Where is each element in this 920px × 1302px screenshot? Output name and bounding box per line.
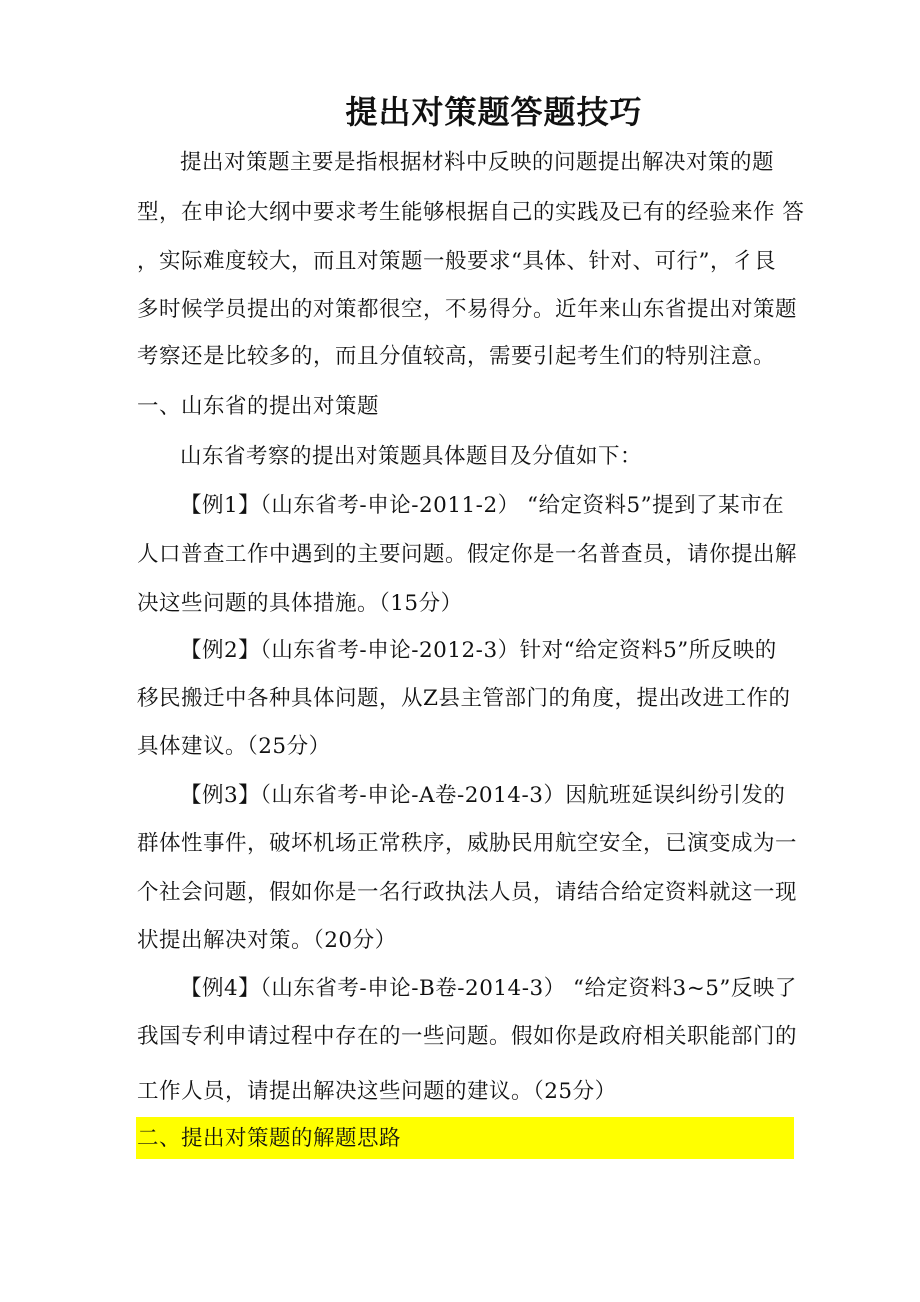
example-3-line: 个社会问题，假如你是一名行政执法人员，请结合给定资料就这一现 bbox=[137, 880, 798, 905]
intro-line: 提出对策题主要是指根据材料中反映的问题提出解决对策的题 bbox=[180, 150, 775, 175]
example-4-line: 【例4】（山东省考-申论-B卷-2014-3） “给定资料3~5”反映了 bbox=[180, 976, 797, 1001]
document-title: 提出对策题答题技巧 bbox=[345, 93, 643, 131]
intro-line: 型，在申论大纲中要求考生能够根据自己的实践及已有的经验来作 答 bbox=[137, 200, 805, 225]
section-heading: 二、提出对策题的解题思路 bbox=[137, 1126, 402, 1151]
example-3-line: 状提出解决对策。（20分） bbox=[137, 928, 397, 953]
example-1-line: 【例1】（山东省考-申论-2011-2） “给定资料5”提到了某市在 bbox=[180, 493, 785, 518]
example-1-line: 决这些问题的具体措施。（15分） bbox=[137, 591, 463, 616]
intro-line: 考察还是比较多的，而且分值较高，需要引起考生们的特别注意。 bbox=[137, 344, 776, 369]
example-2-line: 【例2】（山东省考-申论-2012-3）针对“给定资料5”所反映的 bbox=[180, 638, 777, 663]
example-4-line: 工作人员，请提出解决这些问题的建议。（25分） bbox=[137, 1079, 617, 1104]
intro-line: 多时候学员提出的对策都很空，不易得分。近年来山东省提出对策题 bbox=[137, 297, 798, 322]
example-2-line: 具体建议。（25分） bbox=[137, 734, 331, 759]
intro-line: ，实际难度较大，而且对策题一般要求“具体、针对、可行”，彳艮 bbox=[137, 249, 776, 274]
example-3-line: 群体性事件，破坏机场正常秩序，威胁民用航空安全，已演变成为一 bbox=[137, 831, 798, 856]
example-1-line: 人口普查工作中遇到的主要问题。假定你是一名普查员，请你提出解 bbox=[137, 542, 798, 567]
section-heading: 一、山东省的提出对策题 bbox=[137, 394, 380, 419]
example-4-line: 我国专利申请过程中存在的一些问题。假如你是政府相关职能部门的 bbox=[137, 1024, 798, 1049]
example-2-line: 移民搬迁中各种具体问题，从Z县主管部门的角度，提出改进工作的 bbox=[137, 686, 791, 711]
section-lead: 山东省考察的提出对策题具体题目及分值如下： bbox=[180, 444, 643, 469]
example-3-line: 【例3】（山东省考-申论-A卷-2014-3）因航班延误纠纷引发的 bbox=[180, 783, 786, 808]
